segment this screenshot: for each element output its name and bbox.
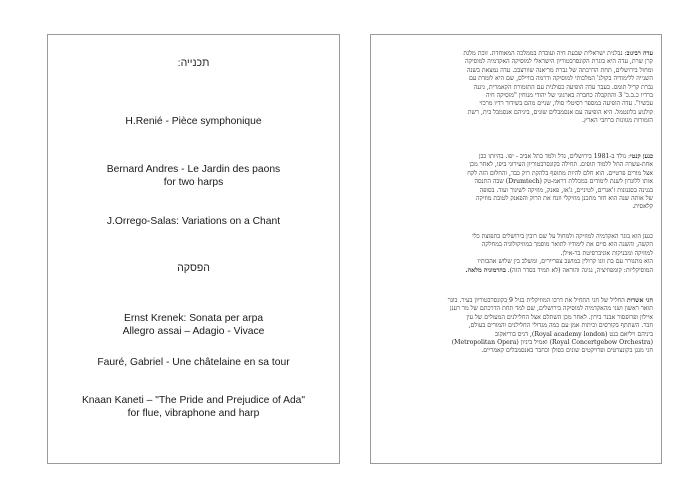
intermission-label: הפסקה (177, 262, 210, 274)
bio-line: ברדיו כ.ב.כ' 3 והתקבלה כחברה בארגוני של יהודי מנוחין "מוסיקה חיה (485, 92, 653, 100)
program-line: Ernst Krenek: Sonata per arpa (123, 313, 264, 324)
bio-line: של אותה שנה הוא חזר מתכנן מוזיקלי וזנח את הרוק והפאנק לטובת מוזיקה (475, 195, 653, 203)
bio-line: הזמורות מגוונות ברחבי הארץ. (582, 117, 653, 125)
bio-paragraph-ada: עדה רביגוב: נבלנית ישראלית שבעת חיה ועובדת בממלכה המאוחדת. זוכת מלגת קרן שרת, עדה היא בוגרת הקונסרבטוריון הישראלי למוסיקה האקדמיה למוסיקה ומחול בירושלים, תחת הדרכתה של גברת מריאנה שוורצבכ. עדה נמצאת בשנה השנייה ללימודיה בקולג' המלכותי למוסיקה ודרמה בוויילס, שם היא לומדת עם גברת קריל תומס. בעבר עדה הופיעה כסולנית עם התזמורת הקאמרית, ניגנה ברדיו כ.ב.כ' 3 והתקבלה כחברה בארגוני של יהודי מנוחין "מוסיקה חיה עכשיו". עדה הופיעה במספר רסיטלי סולו, שניים מהם בשידור רדיו מרכזי קולנוע בלונטמל. היא הופיעה עם אנסמבלים שונים, ביניהם אנסמבל בית, רשת הזמורות מגוונות ברחבי הארץ. (380, 50, 653, 126)
program-item (48, 115, 339, 128)
bio-line: (Royal Concertgebow Orchestra) ואמיל ביניון (Metropolitan Opera) (451, 339, 653, 347)
bio-line: ומחול בירושלים, תחת הדרכתה של גברת מריאנה שוורצבכ. עדה נמצאת בשנה (466, 66, 653, 74)
bio-line: השנייה ללימודיה בקולג' המלכותי למוסיקה ודרמה בוויילס, שם היא לומדת עם (468, 75, 653, 83)
bio-line: למוזיקה ומכניקות אוניברסיטת בר-אילן. (560, 249, 653, 257)
bio-line: אצל מורים פרטיים. הוא חלם להיות מתופף בלהקת רוק כבד, והחלום הזה לקח (467, 169, 653, 177)
program-item (48, 215, 339, 228)
bio-name: כנען קנטי (630, 153, 653, 160)
bio-line: תואר ראשון ושני מהאקדמיה למוסיקה בירושלים, שם למד תחת הדרכתם של מר רענן (449, 305, 653, 313)
program-line: Allegro assai – Adagio - Vivace (122, 326, 265, 337)
program-line: H.Renié - Pièce symphonique (125, 116, 262, 127)
program-line: J.Orrego-Salas: Variations on a Chant (106, 216, 281, 227)
bio-bold-tail: בהרמוניה מלאה. (465, 266, 506, 274)
bio-line: נולד ב-1981 בירושלים, גדל ולמד בתל אביב - יפו. בהיותו כבן (478, 153, 626, 160)
bio-line: קולנוע בלונטמל. היא הופיעה עם אנסמבלים שונים, ביניהם אנסמבל בית, רשת (467, 108, 653, 116)
bio-line: החליל של חגי התחיל את דרכו המוזיקלית בגיל 9 בקונסרבטוריון בעיר. בוגר (447, 297, 625, 304)
bio-line: קרן שרת, עדה היא בוגרת הקונסרבטוריון הישראלי למוסיקה האקדמיה למוסיקה (465, 58, 653, 66)
program-item (48, 312, 339, 338)
bio-line: בנגינה בסגנונות ז'אנרים, לטיניים, ג'אז, פאנק, מוזיקה לשיגור ועוד. בסופה (479, 186, 653, 194)
program-line: for flue, vibraphone and harp (127, 408, 260, 419)
bio-line: איילון ופרופסור אבנר בירון. לאחר מכן השתלם אצל החלילנים המעולים של עין (466, 313, 653, 321)
program-item (48, 163, 339, 189)
program-line: Knaan Kaneti – "The Pride and Prejudice of Ada" (81, 395, 306, 406)
program-line: Bernard Andres - Le Jardin des paons (106, 164, 281, 175)
program-line: Fauré, Gabriel - Une châtelaine en sa tour (97, 357, 290, 368)
bio-page (370, 34, 662, 464)
bio-name: חגי אשדות (626, 297, 653, 304)
program-line: for two harps (163, 177, 224, 188)
bio-line: גברת קריל תומס. בעבר עדה הופיעה כסולנית עם התזמורת הקאמרית, ניגנה (473, 83, 653, 91)
bio-name: עדה רביגוב (626, 50, 653, 57)
bio-line: הוא מתגורר עם בת זוגו קרולין במושב צפריירים, ומשלב בין שלוש אהבותיו (477, 258, 653, 266)
bio-line: חגי מנגן בקונצרטים ופרויקטים שונים כסולן וכחבר באנסמבלים קאמריים. (481, 347, 653, 355)
program-item (48, 356, 339, 369)
bio-line: חבר. השתתף בקורסים וכיתות אמן עם כמה מגדולי החלילנים והמורים בעולם, (468, 322, 653, 330)
bio-line: הקשה, והשנה הוא סיים את לימודיו לתואר מוסמך במוזיקולוגיה במחלקה (481, 241, 653, 249)
program-heading: תכנייה: (177, 57, 210, 69)
bio-line: המוסיקליות: קומפוזיציה, נגינה והוראה (לא תמיד בסדר הזה). (507, 266, 653, 274)
program-item (48, 394, 339, 420)
bio-paragraph-hagai (380, 297, 653, 356)
bio-line: נבלנית ישראלית שבעת חיה ועובדת בממלכה המאוחדת. זוכת מלגת (463, 50, 623, 57)
program-page (47, 34, 340, 464)
bio-line: ביניהם ויליאם בנט (Royal academy london), דניס בוריאקוב (495, 330, 653, 338)
bio-line: כנען הוא בוגר האקדמיה למוזיקה ולמחול על שם רובין בירושלים בתפוצת כלי (472, 233, 653, 240)
bio-paragraph-kanaan-2 (380, 233, 653, 275)
bio-line: אותו ללונדון לשנת לימודים במכללת דראמ-טק (Drumtech) שבה התנסה (474, 178, 653, 186)
bio-line: אחת-עשרה החל ללמוד תופים. תחילה בקונסרבטוריון העירוני ביפו, לאחר מכן (469, 161, 653, 169)
bio-line: עכשיו". עדה הופיעה במספר רסיטלי סולו, שניים מהם בשידור רדיו מרכזי (479, 100, 653, 108)
program-list (48, 35, 339, 463)
bio-line: קלאסית. (632, 203, 653, 211)
bio-paragraph-kanaan: כנען קנטי: נולד ב-1981 בירושלים, גדל ולמד בתל אביב - יפו. בהיותו כבן אחת-עשרה החל ללמוד תופים. תחילה בקונסרבטוריון העירוני ביפו, לאחר מכן אצל מורים פרטיים. הוא חלם להיות מתופף בלהקת רוק כבד, והחלום הזה לקח אותו ללונדון לשנת לימודים במכללת דראמ-טק (Drumtech) שבה התנסה בנגינה בסגנונות ז'אנרים, לטיניים, ג'אז, פאנק, מוזיקה לשיגור ועוד. בסופה של אותה שנה הוא חזר מתכנן מוזיקלי וזנח את הרוק והפאנק לטובת מוזיקה קלאסית. (380, 153, 653, 212)
